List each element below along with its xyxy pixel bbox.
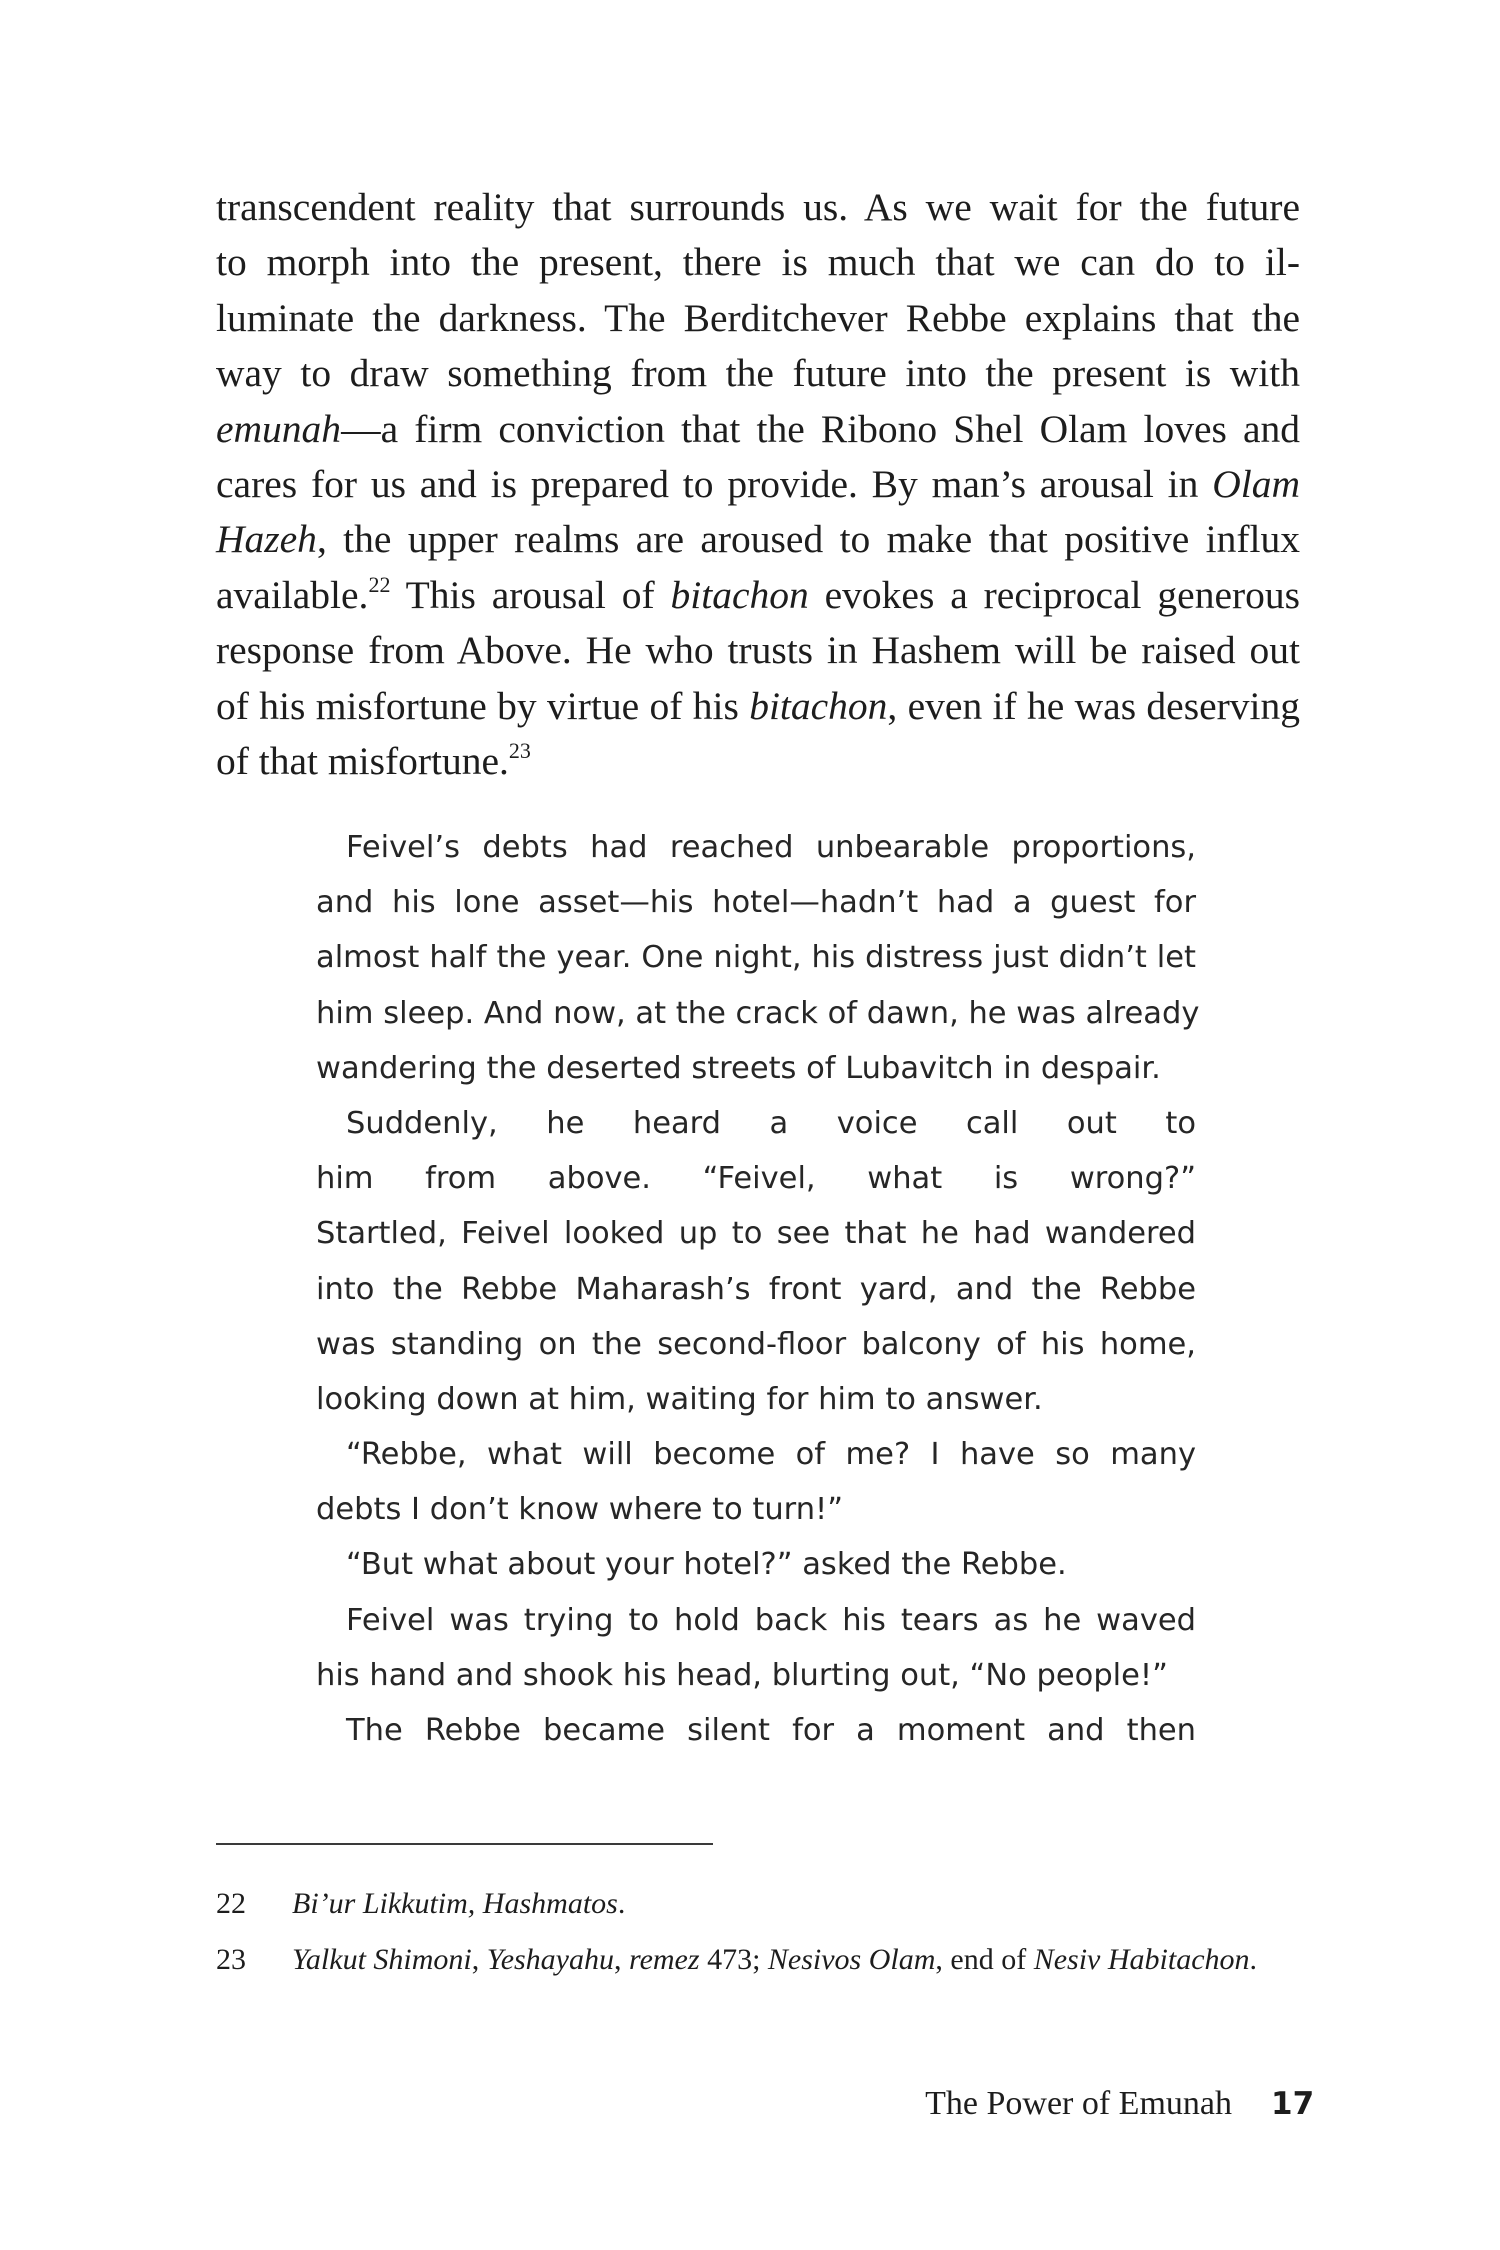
story-line: and his lone asset—his hotel—hadn’t had a guest for bbox=[316, 885, 1196, 921]
intro-line bbox=[216, 291, 1300, 346]
story-line: him sleep. And now, at the crack of dawn, he was already bbox=[316, 995, 1200, 1031]
story-line: The Rebbe became silent for a moment and then bbox=[346, 1713, 1196, 1748]
italic-text: bitachon bbox=[749, 683, 888, 728]
story-line: Startled, Feivel looked up to see that he had wandered bbox=[316, 1216, 1196, 1252]
text-run: , bbox=[471, 1943, 487, 1976]
italic-text: remez bbox=[629, 1943, 700, 1976]
italic-text: Yeshayahu bbox=[486, 1943, 615, 1976]
footnote-text bbox=[292, 1943, 1257, 1976]
text-run: response from Above. He who trusts in Hashem will be raised out bbox=[216, 628, 1300, 673]
intro-line bbox=[216, 235, 1300, 290]
intro-line bbox=[216, 346, 1300, 401]
footnote-reference: 22 bbox=[368, 571, 391, 597]
footnote-text bbox=[292, 1887, 625, 1920]
text-run: evokes a reciprocal generous bbox=[808, 572, 1300, 617]
text-run: . bbox=[1249, 1943, 1258, 1976]
text-run: luminate the darkness. The Berditchever Rebbe explains that the bbox=[216, 295, 1300, 340]
story-passage bbox=[316, 820, 1200, 1758]
italic-text: Yalkut Shimoni bbox=[292, 1943, 472, 1976]
text-run: of his misfortune by virtue of his bbox=[216, 683, 750, 728]
footnote-number: 23 bbox=[216, 1943, 246, 1976]
intro-line bbox=[216, 512, 1300, 567]
intro-line bbox=[216, 180, 1300, 235]
footnote-reference: 23 bbox=[508, 737, 531, 763]
text-run: cares for us and is prepared to provide. By man’s arousal in bbox=[216, 461, 1213, 506]
footnote-23 bbox=[216, 1940, 1316, 1980]
italic-text: bitachon bbox=[670, 572, 809, 617]
footnote-divider bbox=[216, 1843, 713, 1845]
intro-line bbox=[216, 679, 1300, 734]
story-line: almost half the year. One night, his distress just didn’t let bbox=[316, 940, 1196, 976]
intro-line bbox=[216, 457, 1300, 512]
text-run: transcendent reality that surrounds us. As we wait for the future bbox=[216, 185, 1300, 229]
intro-line bbox=[216, 402, 1300, 457]
story-line: debts I don’t know where to turn!” bbox=[316, 1492, 844, 1528]
text-run: , even if he was deserving bbox=[887, 683, 1300, 728]
story-line: “But what about your hotel?” asked the Rebbe. bbox=[346, 1547, 1067, 1583]
page-number: 17 bbox=[1271, 2086, 1315, 2122]
story-line: Suddenly, he heard a voice call out to bbox=[346, 1105, 1196, 1141]
italic-text: Olam bbox=[1212, 461, 1300, 506]
italic-text: emunah bbox=[216, 406, 342, 451]
text-run: way to draw something from the future into the present is with bbox=[216, 351, 1300, 396]
story-line: his hand and shook his head, blurting out, “No people!” bbox=[316, 1657, 1168, 1693]
intro-line bbox=[216, 734, 1300, 789]
text-run: available. bbox=[216, 572, 369, 617]
text-run: 473; bbox=[699, 1943, 768, 1976]
story-line: Feivel was trying to hold back his tears as he waved bbox=[346, 1602, 1196, 1638]
italic-text: Hazeh bbox=[216, 517, 317, 562]
story-line: “Rebbe, what will become of me? I have so many bbox=[346, 1437, 1196, 1473]
text-run: , end of bbox=[935, 1943, 1034, 1976]
running-title: The Power of Emunah bbox=[925, 2085, 1232, 2122]
story-line: was standing on the second-floor balcony of his home, bbox=[316, 1326, 1196, 1362]
story-line: wandering the deserted streets of Lubavitch in despair. bbox=[316, 1050, 1161, 1086]
text-run: This arousal of bbox=[390, 572, 671, 617]
intro-line bbox=[216, 568, 1300, 623]
intro-paragraph bbox=[216, 180, 1300, 789]
italic-text: Bi’ur Likkutim, Hashmatos bbox=[292, 1887, 618, 1920]
story-line: Feivel’s debts had reached unbearable proportions, bbox=[346, 830, 1196, 865]
text-run: of that misfortune. bbox=[216, 738, 509, 783]
italic-text: Nesiv Habitachon bbox=[1033, 1943, 1250, 1976]
story-line: him from above. “Feivel, what is wrong?” bbox=[316, 1161, 1196, 1197]
story-line: into the Rebbe Maharash’s front yard, and the Rebbe bbox=[316, 1271, 1196, 1307]
italic-text: Nesivos Olam bbox=[767, 1943, 936, 1976]
text-run: —a firm conviction that the Ribono Shel Olam loves and bbox=[341, 406, 1300, 451]
footnote-number: 22 bbox=[216, 1887, 246, 1920]
intro-line bbox=[216, 623, 1300, 678]
story-line: looking down at him, waiting for him to answer. bbox=[316, 1381, 1043, 1417]
text-run: to morph into the present, there is much that we can do to il- bbox=[216, 240, 1300, 285]
footnote-22 bbox=[216, 1884, 1316, 1924]
text-run: , the upper realms are aroused to make that positive influx bbox=[316, 517, 1300, 562]
text-run: , bbox=[614, 1943, 630, 1976]
text-run: . bbox=[617, 1887, 626, 1920]
